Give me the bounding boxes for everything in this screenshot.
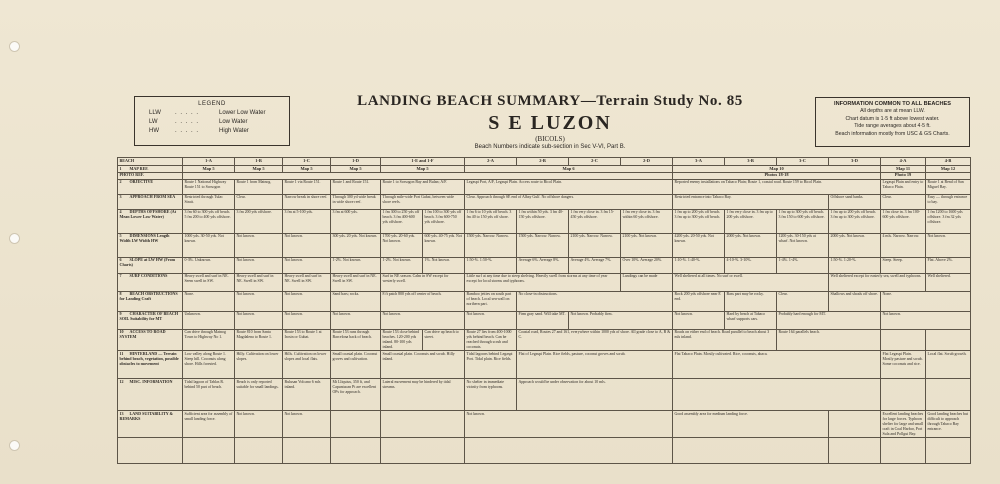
table-row bbox=[118, 273, 971, 291]
summary-table bbox=[117, 157, 971, 464]
table-cell bbox=[283, 437, 331, 463]
table-cell: 1 fm 1200 to 1600 yds offshore. 3 fm 32 yds offshore. bbox=[926, 209, 971, 233]
table-cell: 1:10-%. 1:40-%. bbox=[673, 257, 725, 273]
table-cell: Map 11 bbox=[881, 166, 926, 173]
table-cell: Heavy swell and surf in NE. Swell in SW. bbox=[283, 273, 331, 291]
table-cell: 1 fm very close in. 3 fm up to 200 yds offshore. bbox=[725, 209, 777, 233]
table-cell: 1:50-%. 1:50-%. bbox=[465, 257, 517, 273]
table-cell: Map 12 bbox=[926, 166, 971, 173]
row-label: 8 BEACH OBSTRUCTIONS for Landing Craft bbox=[118, 291, 183, 311]
table-cell: Approach would be under observation for about 10 mls. bbox=[517, 379, 673, 411]
column-header: 2-B bbox=[517, 158, 569, 166]
table-cell: Clear. bbox=[235, 194, 283, 209]
table-cell: Through 300 yd wide break in wide shore reef. bbox=[331, 194, 381, 209]
table-row bbox=[118, 411, 971, 438]
table-cell: Not known. bbox=[465, 411, 673, 438]
table-cell: Route 1 via Route 151. bbox=[283, 179, 331, 194]
table-cell: Restricted through Tulac Strait. bbox=[183, 194, 235, 209]
table-row bbox=[118, 172, 971, 179]
table-cell: 0-3%. Unknown. bbox=[183, 257, 235, 273]
table-cell: 1-2%. Not known. bbox=[381, 257, 423, 273]
table-cell: Not known. bbox=[235, 411, 283, 438]
table-cell: Heavy swell and surf in NE. Swell in SW. bbox=[331, 273, 381, 291]
table-cell: 2000 yds. Not known. bbox=[829, 233, 881, 257]
table-cell: 1%. Not known. bbox=[423, 257, 465, 273]
table-cell: Map 5 bbox=[381, 166, 465, 173]
table-cell: Not known. bbox=[283, 311, 331, 329]
info-line: Beach information mostly from USC & GS Charts. bbox=[835, 130, 950, 137]
table-cell: Route 1 to Sorsogon Bay and Bulan; A/F. bbox=[381, 179, 465, 194]
legend-title: LEGEND bbox=[198, 101, 226, 107]
table-cell: Flat of Legaspi Plain. Rice fields, pasture, coconut groves and scrub. bbox=[517, 351, 673, 379]
table-cell bbox=[235, 437, 283, 463]
column-header: 4-A bbox=[881, 158, 926, 166]
table-cell bbox=[881, 379, 926, 411]
table-cell: Not known. bbox=[465, 311, 517, 329]
table-cell: Clear. bbox=[881, 194, 926, 209]
table-cell bbox=[183, 437, 235, 463]
table-cell: Route 153 to Route 1 at Irosin or Gubat. bbox=[283, 329, 331, 351]
table-cell: Beach is only reported suitable for small landings. bbox=[235, 379, 283, 411]
table-cell: Map 5 bbox=[283, 166, 331, 173]
table-cell: Lateral movement may be hindered by tidal streams. bbox=[381, 379, 465, 411]
table-cell: Not known. bbox=[381, 311, 465, 329]
table-cell: 1-2%. Not known. bbox=[331, 257, 381, 273]
table-cell: Sand bars; rocks. bbox=[331, 291, 381, 311]
table-cell: Clear. bbox=[777, 291, 829, 311]
row-label: 2 OBJECTIVE bbox=[118, 179, 183, 194]
table-cell: None. bbox=[183, 291, 235, 311]
table-cell: Route 164 parallels beach. bbox=[777, 329, 881, 351]
region-label: (BICOLS) bbox=[535, 135, 565, 143]
table-cell: 1500 yds. Narrow. Narrow. bbox=[465, 233, 517, 257]
table-cell: Probably hard enough for MT. bbox=[777, 311, 881, 329]
table-cell: Well sheltered. bbox=[926, 273, 971, 291]
table-row bbox=[118, 209, 971, 233]
table-row bbox=[118, 379, 971, 411]
table-row bbox=[118, 329, 971, 351]
table-cell: Roads on either end of beach. Road parallel to beach about 3 mls inland. bbox=[673, 329, 777, 351]
row-label: PHOTO REF. bbox=[118, 172, 183, 179]
table-cell: 4 mls. Narrow. Narrow. bbox=[881, 233, 926, 257]
table-cell: Legaspi Plain and entry to Tabaco Plain. bbox=[881, 179, 926, 194]
table-cell bbox=[673, 437, 829, 463]
column-header: 3-A bbox=[673, 158, 725, 166]
table-cell: Sufficient area for assembly of small landing force. bbox=[183, 411, 235, 438]
row-label: 5 DIMENSIONS Length Width LW Width HW bbox=[118, 233, 183, 257]
table-cell: Firm gray sand. Will take MT. bbox=[517, 311, 569, 329]
table-cell: 8 ft patch 800 yds off center of beach. bbox=[381, 291, 465, 311]
column-header: 2-C bbox=[569, 158, 621, 166]
table-row bbox=[118, 291, 971, 311]
table-cell: Bass part may be rocky. bbox=[725, 291, 777, 311]
table-cell: Small coastal plain. Coconuts and scrub. Hilly inland. bbox=[381, 351, 465, 379]
table-cell: 1 fm up to 200 yds off beach. 3 fm up to 300 yds off beach. bbox=[673, 209, 725, 233]
table-cell: Good assembly area for medium landing force. bbox=[673, 411, 829, 438]
binder-hole bbox=[9, 41, 20, 52]
table-cell: 1 fm 300 to 250 yds off beach. 3 fm 400-600 yds offshore. bbox=[381, 209, 423, 233]
binder-hole bbox=[9, 440, 20, 451]
table-cell: Over 10%. Average 20%. bbox=[621, 257, 673, 273]
table-cell: 1:50-%. 1:20-%. bbox=[829, 257, 881, 273]
table-cell: Through mile-wide Port Gubat, between wide shore reefs. bbox=[381, 194, 465, 209]
table-cell: 1 fm very close in. 3 fm within 60 yds offshore. bbox=[621, 209, 673, 233]
table-row bbox=[118, 166, 971, 173]
table-cell: 3 fm 60 to 300 yds off beach. 5 fm 200 to 400 yds offshore. bbox=[183, 209, 235, 233]
table-cell bbox=[183, 172, 673, 179]
table-cell: 3 fm at 5-100 yds. bbox=[283, 209, 331, 233]
table-cell: Bulusan Volcano 6 mls inland. bbox=[283, 379, 331, 411]
table-cell: 300 yds. 20 yds. Not known. bbox=[331, 233, 381, 257]
column-header: 1-C bbox=[283, 158, 331, 166]
legend-item: HW . . . . . High Water bbox=[149, 128, 249, 134]
table-cell: Tidal lagoon of Tablas R. behind 50 part of beach. bbox=[183, 379, 235, 411]
table-cell: Map 6 bbox=[465, 166, 673, 173]
table-cell: 600 yds. 40-75 yds. Not known. bbox=[423, 233, 465, 257]
column-header: 3-B bbox=[725, 158, 777, 166]
column-header: 1-D bbox=[331, 158, 381, 166]
row-label: 3 APPROACH FROM SEA bbox=[118, 194, 183, 209]
binder-hole bbox=[9, 233, 20, 244]
table-cell: 4-10-%. 3-10%. bbox=[725, 257, 777, 273]
info-line: Tide range averages about 4·5 ft. bbox=[854, 123, 931, 130]
table-cell: Flat Legaspi Plain. Mostly pasture and scrub. Some coconuts and rice. bbox=[881, 351, 926, 379]
column-header: 1-E and 1-F bbox=[381, 158, 465, 166]
table-cell: Hard by beach at Tabaco wharf supports cars. bbox=[725, 311, 777, 329]
table-cell: 1-4%. 1-4%. bbox=[777, 257, 829, 273]
info-box bbox=[815, 97, 970, 147]
table-cell: Not known. bbox=[283, 233, 331, 257]
row-label: 7 SURF CONDITIONS bbox=[118, 273, 183, 291]
table-cell bbox=[331, 411, 381, 438]
table-cell: 1700 yds. 20-60 yds. Not known. bbox=[381, 233, 423, 257]
table-cell: Photo 19 bbox=[881, 172, 926, 179]
table-cell bbox=[926, 172, 971, 179]
document-title: LANDING BEACH SUMMARY—Terrain Study No. 85 bbox=[357, 93, 743, 109]
table-cell: Not known. bbox=[331, 311, 381, 329]
table-cell: Shallows and shoals off shore. bbox=[829, 291, 881, 311]
table-row bbox=[118, 233, 971, 257]
table-cell: Narrow break in shore reef. bbox=[283, 194, 331, 209]
table-row bbox=[118, 257, 971, 273]
table-cell: No shelter in immediate vicinity from typhoons. bbox=[465, 379, 517, 411]
table-cell: Photos 18-18 bbox=[673, 172, 881, 179]
table-cell: Route 1 and Route 151. bbox=[331, 179, 381, 194]
table-cell: Not known. bbox=[283, 257, 331, 273]
table-cell: Map 5 bbox=[331, 166, 381, 173]
column-header: 3-D bbox=[829, 158, 881, 166]
table-cell: Landings can be made bbox=[621, 273, 673, 291]
table-cell bbox=[465, 437, 673, 463]
table-row bbox=[118, 311, 971, 329]
table-cell: Hilly. Cultivation on lower slopes. bbox=[235, 351, 283, 379]
title-block bbox=[300, 93, 800, 150]
column-header: 2-A bbox=[465, 158, 517, 166]
table-cell bbox=[331, 437, 381, 463]
document-subtitle: S E LUZON bbox=[488, 112, 612, 134]
table-cell: Mt Lliquius, 350 ft, and Capuntucan Pt are excellent OPs for approach. bbox=[331, 379, 381, 411]
table-cell: Small coastal plain. Coconut groves and cultivation. bbox=[331, 351, 381, 379]
table-cell bbox=[381, 437, 465, 463]
table-cell bbox=[673, 379, 881, 411]
table-cell: Map 5 bbox=[183, 166, 235, 173]
table-cell: Not known. bbox=[283, 411, 331, 438]
column-header: 4-B bbox=[926, 158, 971, 166]
table-cell: 3 fm 200 yds offshore. bbox=[235, 209, 283, 233]
info-line: Chart datum is 1·5 ft above lowest water. bbox=[845, 115, 940, 122]
table-cell: 2100 yds. Not known. bbox=[621, 233, 673, 257]
info-title: INFORMATION COMMON TO ALL BEACHES bbox=[834, 101, 951, 107]
table-cell: Flat Tabaco Plain. Mostly cultivated. Rice, coconuts, abaca. bbox=[673, 351, 881, 379]
table-cell: Coastal road, Routes 27 and 161, everywhere within 1000 yds of shore. All grade close to A, B & C. bbox=[517, 329, 673, 351]
table-cell: Easy — through entrance to bay. bbox=[926, 194, 971, 209]
table-cell: 2000 yds. Not known. bbox=[725, 233, 777, 257]
table-cell: Route 1 from Matnog. bbox=[235, 179, 283, 194]
table-cell: Route 810 from Santa Magdalena to Route 1. bbox=[235, 329, 283, 351]
table-cell: 1 fm up to 200 yds off beach. 3 fm up to 300 yds offshore. bbox=[829, 209, 881, 233]
row-label: 11 HINTERLAND — Terrain behind beach, vegetation, possible obstacles to movement bbox=[118, 351, 183, 379]
table-cell: Average 4%. Average 7%. bbox=[569, 257, 621, 273]
legend-box bbox=[134, 96, 290, 146]
table-cell: Well sheltered except for easterly sea, swell and typhoons. bbox=[829, 273, 926, 291]
table-cell: 1000 yds. 30-50 yds. Not known. bbox=[183, 233, 235, 257]
table-cell bbox=[829, 411, 881, 438]
info-line: All depths are at mean LLW. bbox=[860, 108, 925, 115]
table-cell: Not known. bbox=[235, 311, 283, 329]
table-cell: Route 153 close behind beaches. 120-200 yds inland. 80-100 yds inland. bbox=[381, 329, 423, 351]
table-row bbox=[118, 194, 971, 209]
row-label bbox=[118, 437, 183, 463]
column-header: 3-C bbox=[777, 158, 829, 166]
table-cell: Excellent landing beaches for large forces. Typhoon shelter for large and small craft in Coal Harbor, Port Sula and Pollgui Bay. bbox=[881, 411, 926, 438]
table-cell: Rock 200 yds offshore near E end. bbox=[673, 291, 725, 311]
row-label: 1 MAP REF. bbox=[118, 166, 183, 173]
table-cell: Restricted entrance into Tabaco Bay. bbox=[673, 194, 829, 209]
table-cell: 1 fm within 50 yds. 3 fm 40-150 yds offshore. bbox=[517, 209, 569, 233]
table-cell: Not known. bbox=[926, 233, 971, 257]
table-cell: Not known. bbox=[673, 311, 725, 329]
table-cell: 1 fm 6 to 10 yds off beach. 3 fm 40 to 150 yds off shore. bbox=[465, 209, 517, 233]
table-cell: Not known. bbox=[881, 311, 971, 329]
column-header: 1-B bbox=[235, 158, 283, 166]
row-label: 4 DEPTHS OFFSHORE (At Mean Lower Low Water) bbox=[118, 209, 183, 233]
table-cell: Steep. Steep. bbox=[881, 257, 926, 273]
table-cell: 1 fm up to 300 yds off beach. 3 fm 150 to 600 yds offshore. bbox=[777, 209, 829, 233]
row-label: 9 CHARACTER OF BEACH SOIL Suitability for MT bbox=[118, 311, 183, 329]
row-label: BEACH bbox=[118, 158, 183, 166]
table-cell: Offshore sand banks. bbox=[829, 194, 881, 209]
column-header: 2-D bbox=[621, 158, 673, 166]
table-cell: 2100 yds. Narrow. Narrow. bbox=[569, 233, 621, 257]
row-label: 6 SLOPE at LW HW (From Charts) bbox=[118, 257, 183, 273]
table-cell: Surf in NE season. Calm in SW except for westerly swell. bbox=[381, 273, 465, 291]
table-cell: 1 fm close in. 3 fm 100-600 yds offshore. bbox=[881, 209, 926, 233]
table-cell: 1 fm very close in. 3 fm 15-450 yds offshore. bbox=[569, 209, 621, 233]
table-cell: Route 1 at Bend of San Miguel Bay. bbox=[926, 179, 971, 194]
column-header: 1-A bbox=[183, 158, 235, 166]
table-cell: Not known. bbox=[235, 257, 283, 273]
table-cell: Tidal lagoons behind Legaspi Port. Tidal plain. Rice fields. bbox=[465, 351, 517, 379]
table-cell: Can drive through Matnog Town to Highway No 1. bbox=[183, 329, 235, 351]
row-label: 13 LAND SUITABILITY & REMARKS bbox=[118, 411, 183, 438]
table-cell bbox=[829, 437, 881, 463]
table-cell: Not known. bbox=[235, 233, 283, 257]
table-cell: Heavy swell and surf in NE. Seem swell in SW. bbox=[183, 273, 235, 291]
legend-item: LLW . . . . . Lower Low Water bbox=[149, 110, 266, 116]
table-cell: Unknown. bbox=[183, 311, 235, 329]
table-cell: No close-in obstructions. bbox=[517, 291, 673, 311]
table-cell: Not known. Probably firm. bbox=[569, 311, 673, 329]
table-cell bbox=[881, 329, 926, 351]
table-cell: Can drive up beach to street. bbox=[423, 329, 465, 351]
table-cell: 3 fm at 600 yds. bbox=[331, 209, 381, 233]
table-cell: 1 fm 100 to 300 yds off beach. 3 fm 600-750 yds offshore. bbox=[423, 209, 465, 233]
table-row bbox=[118, 158, 971, 166]
table-row bbox=[118, 351, 971, 379]
table-cell: Route 1 National Highway Route 151 to Sorsogon bbox=[183, 179, 235, 194]
table-cell: Not known. bbox=[235, 291, 283, 311]
table-cell: None. bbox=[881, 291, 971, 311]
table-cell bbox=[881, 437, 926, 463]
table-cell: Average 6%. Average 8%. bbox=[517, 257, 569, 273]
beach-number-note: Beach Numbers indicate sub-section in Sec V-VI, Part B. bbox=[474, 144, 626, 150]
table-cell: Hills. Cultivation on lower slopes and local flats. bbox=[283, 351, 331, 379]
table-cell: Good landing beaches but difficult to approach through Tabaco Bay entrance. bbox=[926, 411, 971, 438]
table-cell: Legaspi Port, A/F, Legaspi Plain. Access route to Bicol Plain. bbox=[465, 179, 673, 194]
table-cell: Route 153 runs through Barcelona back of beach. bbox=[331, 329, 381, 351]
table-cell: Not known. bbox=[283, 291, 331, 311]
table-cell: Local flat. Scrub growth. bbox=[926, 351, 971, 379]
table-cell: Reported enemy installations on Tabaco Plain; Route 1, coastal road. Route 159 to Bicol Plain. bbox=[673, 179, 881, 194]
row-label: 10 ACCESS TO ROAD SYSTEM bbox=[118, 329, 183, 351]
legend-item: LW . . . . . Low Water bbox=[149, 119, 248, 125]
table-cell: Flat. Above 2%. bbox=[926, 257, 971, 273]
row-label: 12 MISC. INFORMATION bbox=[118, 379, 183, 411]
table-cell: Route 27 lies from 400-1000 yds behind beach. Can be reached through scrub and coconuts. bbox=[465, 329, 517, 351]
table-cell: Map 10 bbox=[673, 166, 881, 173]
table-cell: Heavy swell and surf in NE. Swell in SW. bbox=[235, 273, 283, 291]
table-cell: 1200 yds. 30-150 yds at wharf. Not known. bbox=[777, 233, 829, 257]
table-cell: Clear. Approach through SE end of Albay Gulf. No offshore dangers. bbox=[465, 194, 673, 209]
table-cell: Bamboo jetties on south part of beach. Local sea-wall on northern part. bbox=[465, 291, 517, 311]
table-cell: Map 5 bbox=[235, 166, 283, 173]
table-row bbox=[118, 437, 971, 463]
table-cell: Well sheltered at all times. No surf or swell. bbox=[673, 273, 829, 291]
table-cell bbox=[926, 329, 971, 351]
table-cell: 1500 yds. Narrow. Narrow. bbox=[517, 233, 569, 257]
table-cell bbox=[926, 437, 971, 463]
table-cell: Low valley along Route 1. Steep hill. Coconuts along shore. Hills forested. bbox=[183, 351, 235, 379]
table-row bbox=[118, 179, 971, 194]
table-cell: 4200 yds. 20-50 yds. Not known. bbox=[673, 233, 725, 257]
table-cell: Little surf at any time due to steep shelving. Heavily swell from storms at any time of year except for local storms and typhoons. bbox=[465, 273, 621, 291]
table-cell bbox=[381, 411, 465, 438]
table-cell bbox=[926, 379, 971, 411]
